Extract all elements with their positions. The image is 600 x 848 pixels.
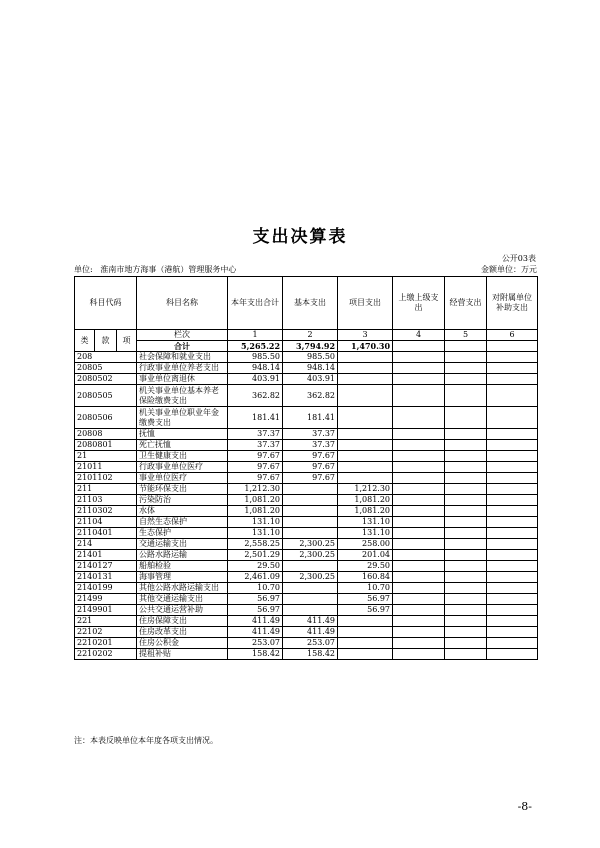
- row-subsidy: [487, 561, 538, 572]
- row-code: 2140131: [75, 572, 137, 583]
- row-code: 2210202: [75, 649, 137, 660]
- table-row: [75, 352, 538, 363]
- header-project: 项目支出: [338, 277, 393, 330]
- row-business: [445, 506, 487, 517]
- row-name: 生态保护: [137, 528, 228, 539]
- table-row: [75, 649, 538, 660]
- header-subsidy: 对附属单位补助支出: [487, 277, 538, 330]
- row-total: 29.50: [228, 561, 283, 572]
- row-turnover: [393, 561, 445, 572]
- row-business: [445, 462, 487, 473]
- row-business: [445, 550, 487, 561]
- row-subsidy: [487, 473, 538, 484]
- table-row: [75, 495, 538, 506]
- row-name: 提租补贴: [137, 649, 228, 660]
- row-total: 56.97: [228, 594, 283, 605]
- table-row: [75, 638, 538, 649]
- row-subsidy: [487, 440, 538, 451]
- row-turnover: [393, 462, 445, 473]
- row-basic: 2,300.25: [283, 539, 338, 550]
- col-number: 6: [487, 330, 538, 341]
- row-subsidy: [487, 572, 538, 583]
- row-code: 21011: [75, 462, 137, 473]
- row-subsidy: [487, 649, 538, 660]
- table-row: [75, 451, 538, 462]
- row-business: [445, 649, 487, 660]
- row-turnover: [393, 550, 445, 561]
- unit-info: [74, 264, 236, 275]
- table-row: [75, 363, 538, 374]
- row-project: [338, 440, 393, 451]
- row-project: [338, 616, 393, 627]
- row-code: 2080502: [75, 374, 137, 385]
- row-turnover: [393, 605, 445, 616]
- column-number-row: [75, 330, 538, 341]
- table-row: [75, 517, 538, 528]
- total-basic: 3,794.92: [283, 341, 338, 352]
- row-business: [445, 451, 487, 462]
- row-name: 住房公积金: [137, 638, 228, 649]
- expenditure-table: [74, 276, 538, 660]
- row-code: 2080801: [75, 440, 137, 451]
- row-total: 2,558.25: [228, 539, 283, 550]
- col-number: 1: [228, 330, 283, 341]
- header-subject-name: 科目名称: [137, 277, 228, 330]
- col-number: 5: [445, 330, 487, 341]
- header-xiang: 项: [117, 330, 137, 352]
- table-row: [75, 561, 538, 572]
- row-turnover: [393, 638, 445, 649]
- row-basic: 2,300.25: [283, 572, 338, 583]
- table-row: [75, 528, 538, 539]
- row-name: 水体: [137, 506, 228, 517]
- row-total: 2,501.29: [228, 550, 283, 561]
- row-subsidy: [487, 429, 538, 440]
- table-row: [75, 473, 538, 484]
- row-turnover: [393, 429, 445, 440]
- row-turnover: [393, 407, 445, 429]
- row-turnover: [393, 363, 445, 374]
- header-kuan: 款: [95, 330, 117, 352]
- row-total: 158.42: [228, 649, 283, 660]
- row-basic: 97.67: [283, 462, 338, 473]
- row-basic: 37.37: [283, 440, 338, 451]
- row-name: 行政事业单位养老支出: [137, 363, 228, 374]
- row-name: 船舶检验: [137, 561, 228, 572]
- row-subsidy: [487, 385, 538, 407]
- row-subsidy: [487, 616, 538, 627]
- row-total: 948.14: [228, 363, 283, 374]
- row-project: [338, 407, 393, 429]
- row-name: 卫生健康支出: [137, 451, 228, 462]
- row-basic: 362.82: [283, 385, 338, 407]
- row-total: 2,461.09: [228, 572, 283, 583]
- table-row: [75, 429, 538, 440]
- table-row: [75, 605, 538, 616]
- row-name: 交通运输支出: [137, 539, 228, 550]
- row-project: [338, 638, 393, 649]
- row-name: 住房保障支出: [137, 616, 228, 627]
- total-row: [75, 341, 538, 352]
- col-number: 4: [393, 330, 445, 341]
- row-basic: 181.41: [283, 407, 338, 429]
- row-project: 1,212.30: [338, 484, 393, 495]
- table-row: [75, 385, 538, 407]
- header-row: [75, 277, 538, 330]
- row-business: [445, 374, 487, 385]
- row-basic: [283, 583, 338, 594]
- row-project: [338, 462, 393, 473]
- row-business: [445, 517, 487, 528]
- header-subject-code: 科目代码: [75, 277, 137, 330]
- row-code: 21499: [75, 594, 137, 605]
- row-code: 221: [75, 616, 137, 627]
- row-turnover: [393, 385, 445, 407]
- row-project: 131.10: [338, 528, 393, 539]
- row-code: 211: [75, 484, 137, 495]
- row-total: 37.37: [228, 429, 283, 440]
- row-basic: 97.67: [283, 451, 338, 462]
- row-turnover: [393, 352, 445, 363]
- row-business: [445, 638, 487, 649]
- row-business: [445, 429, 487, 440]
- row-code: 2210201: [75, 638, 137, 649]
- row-turnover: [393, 583, 445, 594]
- row-name: 自然生态保护: [137, 517, 228, 528]
- row-name: 死亡抚恤: [137, 440, 228, 451]
- row-business: [445, 363, 487, 374]
- row-code: 2080506: [75, 407, 137, 429]
- row-project: 56.97: [338, 594, 393, 605]
- row-code: 214: [75, 539, 137, 550]
- table-row: [75, 374, 538, 385]
- row-code: 22102: [75, 627, 137, 638]
- row-name: 社会保障和就业支出: [137, 352, 228, 363]
- row-turnover: [393, 616, 445, 627]
- row-total: 56.97: [228, 605, 283, 616]
- row-basic: 403.91: [283, 374, 338, 385]
- row-business: [445, 484, 487, 495]
- table-row: [75, 572, 538, 583]
- row-name: 抚恤: [137, 429, 228, 440]
- row-basic: [283, 517, 338, 528]
- row-code: 2080505: [75, 385, 137, 407]
- row-total: 181.41: [228, 407, 283, 429]
- row-name: 其他公路水路运输支出: [137, 583, 228, 594]
- row-business: [445, 572, 487, 583]
- total-project: 1,470.30: [338, 341, 393, 352]
- row-total: 97.67: [228, 451, 283, 462]
- row-total: 1,212.30: [228, 484, 283, 495]
- header-business: 经营支出: [445, 277, 487, 330]
- row-basic: 411.49: [283, 627, 338, 638]
- row-turnover: [393, 594, 445, 605]
- row-total: 97.67: [228, 473, 283, 484]
- row-name: 公共交通运营补助: [137, 605, 228, 616]
- row-turnover: [393, 484, 445, 495]
- row-subsidy: [487, 462, 538, 473]
- row-total: 411.49: [228, 616, 283, 627]
- row-basic: [283, 506, 338, 517]
- row-turnover: [393, 473, 445, 484]
- row-subsidy: [487, 407, 538, 429]
- row-subsidy: [487, 451, 538, 462]
- col-number: 3: [338, 330, 393, 341]
- row-name: 事业单位离退休: [137, 374, 228, 385]
- row-business: [445, 385, 487, 407]
- row-total: 131.10: [228, 528, 283, 539]
- row-total: 985.50: [228, 352, 283, 363]
- row-basic: [283, 561, 338, 572]
- row-subsidy: [487, 374, 538, 385]
- row-business: [445, 352, 487, 363]
- table-row: [75, 583, 538, 594]
- row-total: 1,081.20: [228, 495, 283, 506]
- table-row: [75, 407, 538, 429]
- row-total: 403.91: [228, 374, 283, 385]
- row-basic: 985.50: [283, 352, 338, 363]
- row-business: [445, 627, 487, 638]
- row-name: 住房改革支出: [137, 627, 228, 638]
- row-project: 131.10: [338, 517, 393, 528]
- row-name: 事业单位医疗: [137, 473, 228, 484]
- row-basic: [283, 528, 338, 539]
- row-name: 海事管理: [137, 572, 228, 583]
- row-code: 2101102: [75, 473, 137, 484]
- row-basic: 97.67: [283, 473, 338, 484]
- page-number: -8-: [517, 800, 532, 813]
- unit-label: 单位:: [74, 265, 93, 274]
- row-business: [445, 616, 487, 627]
- row-code: 208: [75, 352, 137, 363]
- col-number: 2: [283, 330, 338, 341]
- row-code: 21104: [75, 517, 137, 528]
- row-business: [445, 495, 487, 506]
- row-turnover: [393, 506, 445, 517]
- row-code: 2149901: [75, 605, 137, 616]
- row-project: [338, 473, 393, 484]
- row-total: 10.70: [228, 583, 283, 594]
- row-turnover: [393, 495, 445, 506]
- row-name: 节能环保支出: [137, 484, 228, 495]
- row-basic: 158.42: [283, 649, 338, 660]
- row-basic: 948.14: [283, 363, 338, 374]
- row-project: 29.50: [338, 561, 393, 572]
- table-row: [75, 550, 538, 561]
- row-project: 1,081.20: [338, 506, 393, 517]
- row-business: [445, 583, 487, 594]
- table-row: [75, 594, 538, 605]
- row-code: 21401: [75, 550, 137, 561]
- row-total: 411.49: [228, 627, 283, 638]
- row-business: [445, 528, 487, 539]
- row-project: 160.84: [338, 572, 393, 583]
- row-project: [338, 649, 393, 660]
- row-turnover: [393, 374, 445, 385]
- row-subsidy: [487, 363, 538, 374]
- row-total: 37.37: [228, 440, 283, 451]
- table-row: [75, 484, 538, 495]
- row-turnover: [393, 649, 445, 660]
- row-code: 20805: [75, 363, 137, 374]
- table-row: [75, 616, 538, 627]
- row-subsidy: [487, 638, 538, 649]
- row-total: 97.67: [228, 462, 283, 473]
- row-name: 公路水路运输: [137, 550, 228, 561]
- row-subsidy: [487, 605, 538, 616]
- row-basic: 2,300.25: [283, 550, 338, 561]
- row-basic: 253.07: [283, 638, 338, 649]
- row-turnover: [393, 440, 445, 451]
- row-project: 258.00: [338, 539, 393, 550]
- row-business: [445, 594, 487, 605]
- header-lei: 类: [75, 330, 95, 352]
- page-title: 支出决算表: [252, 227, 348, 247]
- header-turnover: 上缴上级支出: [393, 277, 445, 330]
- row-code: 20808: [75, 429, 137, 440]
- row-business: [445, 561, 487, 572]
- row-name: 污染防治: [137, 495, 228, 506]
- row-name: 机关事业单位基本养老保险缴费支出: [137, 385, 228, 407]
- table-row: [75, 440, 538, 451]
- row-subsidy: [487, 495, 538, 506]
- header-basic: 基本支出: [283, 277, 338, 330]
- total-label: 合计: [137, 341, 228, 352]
- row-subsidy: [487, 583, 538, 594]
- row-basic: [283, 594, 338, 605]
- row-subsidy: [487, 484, 538, 495]
- row-business: [445, 407, 487, 429]
- row-subsidy: [487, 539, 538, 550]
- row-project: [338, 352, 393, 363]
- row-turnover: [393, 517, 445, 528]
- row-code: 21103: [75, 495, 137, 506]
- amount-unit: 金额单位：万元: [481, 265, 537, 274]
- header-total: 本年支出合计: [228, 277, 283, 330]
- row-total: 362.82: [228, 385, 283, 407]
- table-row: [75, 506, 538, 517]
- row-project: [338, 627, 393, 638]
- row-turnover: [393, 528, 445, 539]
- row-subsidy: [487, 550, 538, 561]
- unit-name: 淮南市地方海事（港航）管理服务中心: [100, 265, 237, 274]
- form-code: 公开03表: [501, 254, 536, 263]
- row-project: 10.70: [338, 583, 393, 594]
- row-subsidy: [487, 352, 538, 363]
- row-name: 其他交通运输支出: [137, 594, 228, 605]
- row-project: 1,081.20: [338, 495, 393, 506]
- footnote: 注：本表反映单位本年度各项支出情况。: [74, 736, 218, 745]
- row-business: [445, 473, 487, 484]
- row-basic: [283, 605, 338, 616]
- row-turnover: [393, 539, 445, 550]
- row-business: [445, 440, 487, 451]
- row-subsidy: [487, 627, 538, 638]
- row-total: 131.10: [228, 517, 283, 528]
- total-value: 5,265.22: [228, 341, 283, 352]
- row-basic: 37.37: [283, 429, 338, 440]
- row-basic: [283, 484, 338, 495]
- row-code: 2140199: [75, 583, 137, 594]
- row-project: [338, 451, 393, 462]
- column-label: 栏次: [137, 330, 228, 341]
- row-project: [338, 374, 393, 385]
- row-total: 1,081.20: [228, 506, 283, 517]
- table-row: [75, 462, 538, 473]
- row-code: 2110302: [75, 506, 137, 517]
- row-code: 2110401: [75, 528, 137, 539]
- row-business: [445, 539, 487, 550]
- row-subsidy: [487, 528, 538, 539]
- row-name: 行政事业单位医疗: [137, 462, 228, 473]
- row-subsidy: [487, 517, 538, 528]
- row-project: 201.04: [338, 550, 393, 561]
- row-subsidy: [487, 506, 538, 517]
- row-name: 机关事业单位职业年金缴费支出: [137, 407, 228, 429]
- row-total: 253.07: [228, 638, 283, 649]
- row-subsidy: [487, 594, 538, 605]
- row-turnover: [393, 451, 445, 462]
- row-project: [338, 363, 393, 374]
- row-project: [338, 385, 393, 407]
- row-basic: [283, 495, 338, 506]
- row-project: [338, 429, 393, 440]
- row-project: 56.97: [338, 605, 393, 616]
- row-basic: 411.49: [283, 616, 338, 627]
- table-row: [75, 539, 538, 550]
- row-business: [445, 605, 487, 616]
- row-turnover: [393, 627, 445, 638]
- table-row: [75, 627, 538, 638]
- row-turnover: [393, 572, 445, 583]
- row-code: 21: [75, 451, 137, 462]
- row-code: 2140127: [75, 561, 137, 572]
